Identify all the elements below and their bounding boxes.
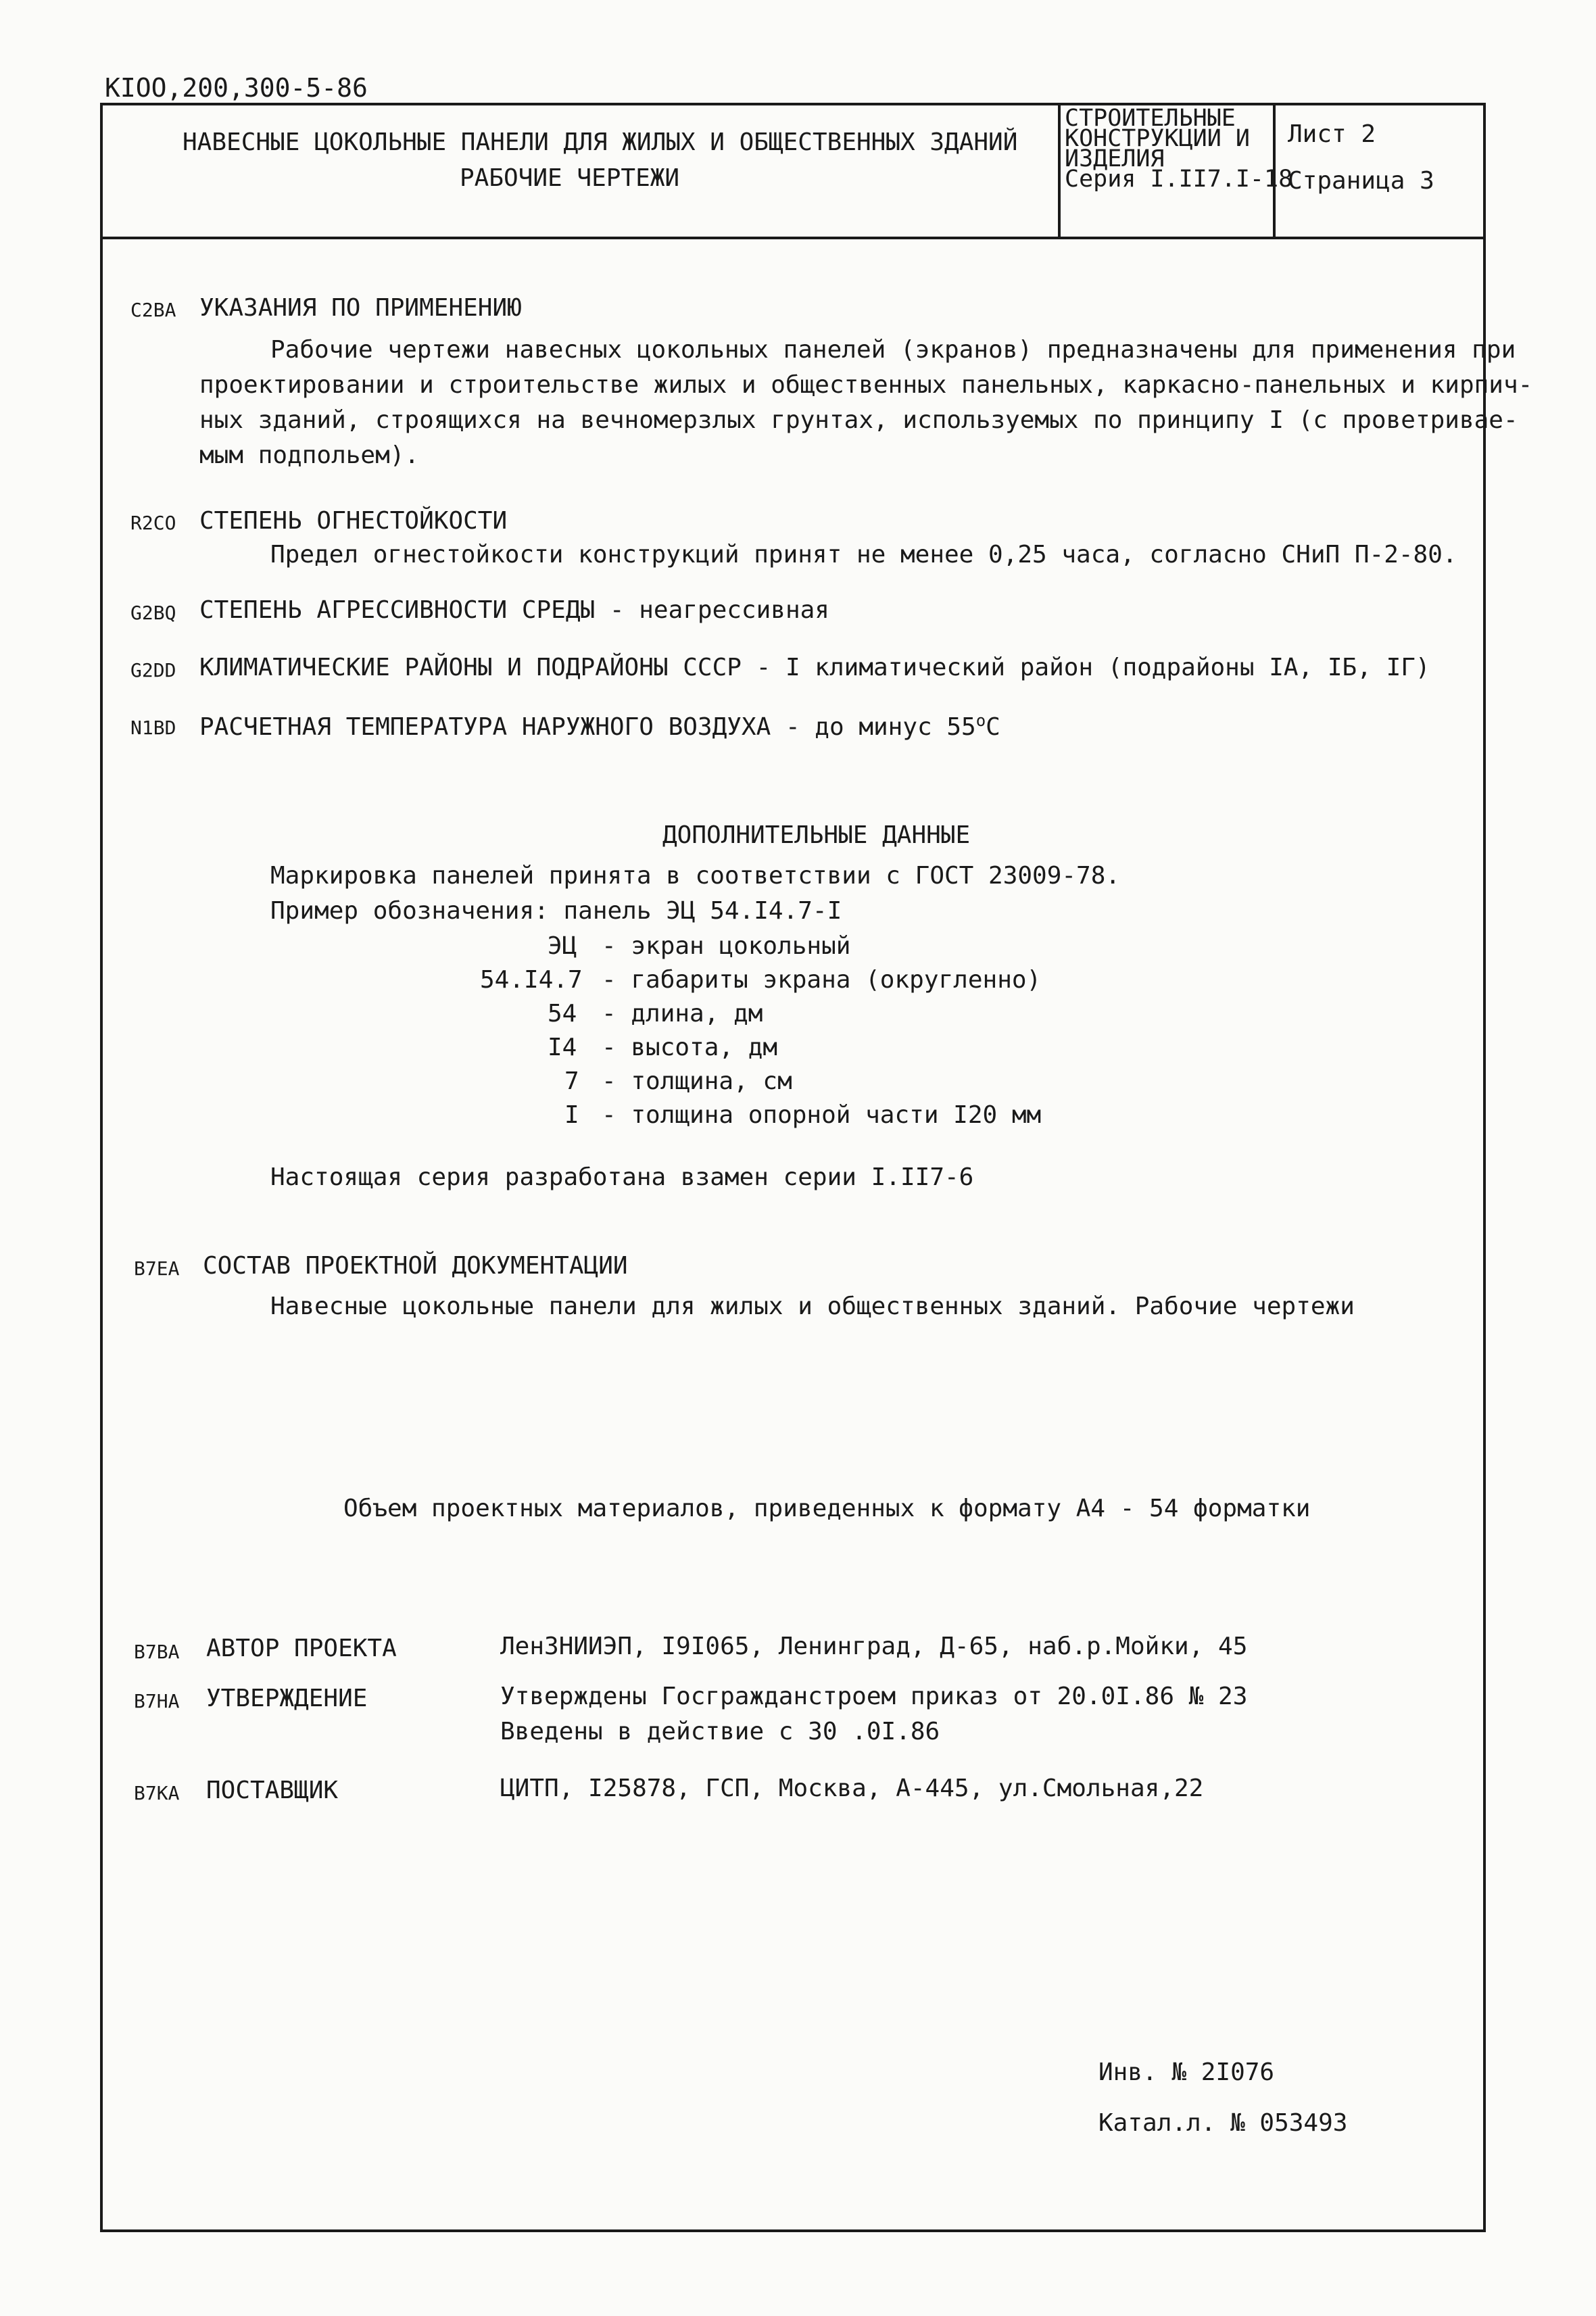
section-code: C2BA: [130, 299, 176, 321]
document-code: KIOO,200,300-5-86: [105, 73, 368, 103]
marking-line: Маркировка панелей принята в соответствии с ГОСТ 23009-78.: [270, 862, 1121, 890]
legend-value: - высота, дм: [602, 1034, 778, 1061]
legend-key: ЭЦ: [548, 932, 577, 960]
approval-label: УТВЕРЖДЕНИЕ: [206, 1685, 368, 1712]
stamp-line: КОНСТРУКЦИИ И: [1065, 125, 1250, 152]
inventory-number: Инв. № 2I076: [1098, 2058, 1275, 2086]
supplier-value: ЦИТП, I25878, ГСП, Москва, А-445, ул.Смольная,22: [500, 1775, 1204, 1802]
sheet-number: Лист 2: [1288, 120, 1376, 148]
section-code: B7HA: [134, 1690, 180, 1712]
legend-value: - длина, дм: [602, 1000, 763, 1028]
composition-text: Навесные цокольные панели для жилых и общественных зданий. Рабочие чертежи: [270, 1293, 1355, 1320]
legend-key: 54: [548, 1000, 577, 1028]
series-stamp: [1065, 105, 1293, 193]
section-heading-fire: СТЕПЕНЬ ОГНЕСТОЙКОСТИ: [199, 507, 508, 535]
temperature-unit: C: [986, 713, 1000, 741]
legend-key: I: [564, 1101, 579, 1129]
legend-value: - толщина опорной части I20 мм: [602, 1101, 1042, 1129]
section-code: B7EA: [134, 1257, 180, 1280]
legend-value: - габариты экрана (округленно): [602, 966, 1042, 994]
text-line: Рабочие чертежи навесных цокольных панелей (экранов) предназначены для применения при: [270, 336, 1516, 364]
header-bottom-line: [100, 237, 1486, 239]
degree-sup: o: [975, 711, 986, 730]
author-value: ЛенЗНИИЭП, I9I065, Ленинград, Д-65, наб.р.Мойки, 45: [500, 1633, 1248, 1660]
text-line: проектировании и строительстве жилых и общественных панельных, каркасно-панельных и кирпич-: [199, 371, 1533, 399]
stamp-line: ИЗДЕЛИЯ: [1065, 145, 1165, 172]
text-line: ных зданий, строящихся на вечномерзлых грунтах, используемых по принципу I (с проветривае-: [199, 406, 1518, 434]
climate-line: КЛИМАТИЧЕСКИЕ РАЙОНЫ И ПОДРАЙОНЫ СССР - I климатический район (подрайоны IA, IБ, IГ): [199, 654, 1430, 681]
header-subtitle: РАБОЧИЕ ЧЕРТЕЖИ: [460, 164, 680, 192]
header-title: НАВЕСНЫЕ ЦОКОЛЬНЫЕ ПАНЕЛИ ДЛЯ ЖИЛЫХ И ОБЩЕСТВЕННЫХ ЗДАНИЙ: [183, 128, 1018, 156]
approval-value-2: Введены в действие с 30 .0I.86: [500, 1718, 940, 1745]
legend-value: - толщина, см: [602, 1067, 792, 1095]
aggressiveness-line: СТЕПЕНЬ АГРЕССИВНОСТИ СРЕДЫ - неагрессивная: [199, 596, 829, 624]
section-heading-usage: УКАЗАНИЯ ПО ПРИМЕНЕНИЮ: [199, 294, 522, 322]
additional-heading: ДОПОЛНИТЕЛЬНЫЕ ДАННЫЕ: [662, 821, 971, 849]
approval-value-1: Утверждены Госгражданстроем приказ от 20.0I.86 № 23: [500, 1683, 1248, 1710]
composition-heading: СОСТАВ ПРОЕКТНОЙ ДОКУМЕНТАЦИИ: [203, 1252, 628, 1280]
header-divider-1: [1058, 103, 1061, 238]
stamp-line: СТРОИТЕЛЬНЫЕ: [1065, 105, 1236, 132]
volume-line: Объем проектных материалов, приведенных к формату А4 - 54 форматки: [343, 1495, 1311, 1522]
section-code: N1BD: [130, 717, 176, 739]
section-code: B7BA: [134, 1641, 180, 1663]
legend-key: 54.I4.7: [480, 966, 583, 994]
legend-value: - экран цокольный: [602, 932, 851, 960]
legend-key: I4: [548, 1034, 577, 1061]
temperature-line: [199, 711, 1000, 741]
stamp-line: Серия I.II7.I-18: [1065, 166, 1293, 193]
catalog-number: Катал.л. № 053493: [1098, 2109, 1348, 2137]
section-code: G2BQ: [130, 602, 176, 624]
supplier-label: ПОСТАВЩИК: [206, 1777, 339, 1804]
author-label: АВТОР ПРОЕКТА: [206, 1635, 397, 1662]
page-number: Страница 3: [1288, 167, 1434, 195]
text-line: мым подпольем).: [199, 441, 420, 469]
section-code: R2CO: [130, 512, 176, 534]
section-code: G2DD: [130, 659, 176, 681]
section-code: B7KA: [134, 1782, 180, 1804]
example-line: Пример обозначения: панель ЭЦ 54.I4.7-I: [270, 897, 842, 925]
replaces-line: Настоящая серия разработана взамен серии I.II7-6: [270, 1163, 974, 1191]
temperature-text: РАСЧЕТНАЯ ТЕМПЕРАТУРА НАРУЖНОГО ВОЗДУХА - до минус 55: [199, 713, 976, 741]
fire-text: Предел огнестойкости конструкций принят не менее 0,25 часа, согласно СНиП П-2-80.: [270, 541, 1457, 569]
legend-key: 7: [564, 1067, 579, 1095]
